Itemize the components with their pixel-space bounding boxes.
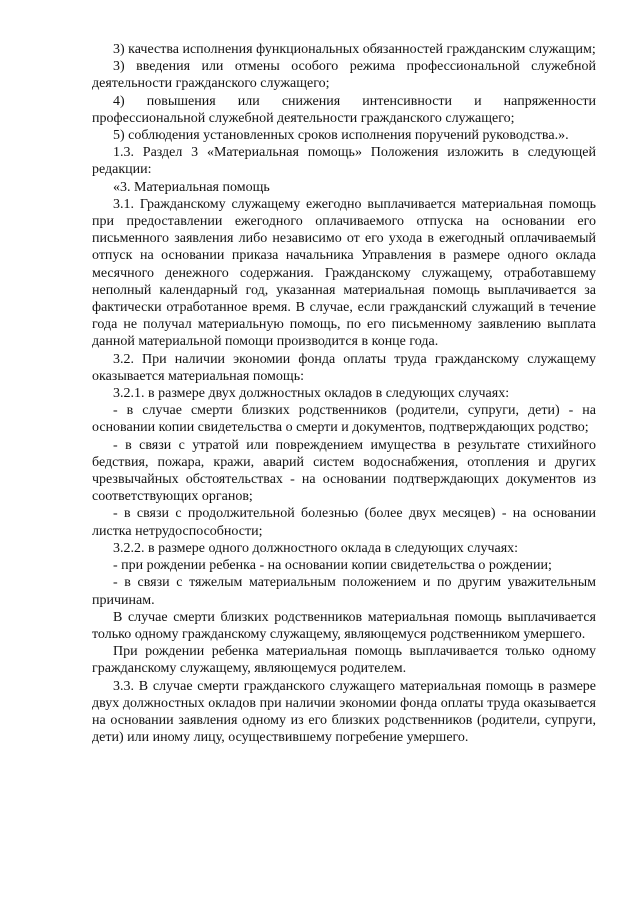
list-item-birth: - при рождении ребенка - на основании копии свидетельства о рождении; (113, 558, 552, 574)
document-page (92, 41, 596, 746)
list-item-hardship: - в связи с тяжелым материальным положением и по другим уважительным причинам. (92, 575, 596, 608)
paragraph-5: 1.3. Раздел 3 «Материальная помощь» Положения изложить в следующей редакции: (92, 145, 596, 178)
list-item-death: - в случае смерти близких родственников (родители, супруги, дети) - на основании копии свидетельства о смерти и документов, подтверждающих родство; (92, 403, 596, 436)
list-item-property: - в связи с утратой или повреждением имущества в результате стихийного бедствия, пожара, кражи, аварий систем водоснабжения, отопления и других чрезвычайных обстоятельствах - на основании подтверждающих документов из соответствующих органов; (92, 437, 596, 505)
paragraph-death-note: В случае смерти близких родственников материальная помощь выплачивается только одному гражданскому служащему, являющемуся родственником умершего. (92, 609, 596, 642)
list-item-illness: - в связи с продолжительной болезнью (более двух месяцев) - на основании листка нетрудоспособности; (92, 506, 596, 539)
paragraph-3-3: 3.3. В случае смерти гражданского служащего материальная помощь в размере двух должностных окладов при наличии экономии фонда оплаты труда оказывается на основании заявления одному из его близких родственников (родители, супруги, дети) или иному лицу, осуществившему погребение умершего. (92, 678, 596, 746)
paragraph-3: 4) повышения или снижения интенсивности и напряженности профессиональной служебной деятельности гражданского служащего; (92, 93, 596, 126)
paragraph-3-2-1: 3.2.1. в размере двух должностных окладов в следующих случаях: (113, 386, 510, 402)
section-heading: «3. Материальная помощь (113, 179, 270, 195)
paragraph-3-2: 3.2. При наличии экономии фонда оплаты труда гражданскому служащему оказывается материальная помощь: (92, 351, 596, 384)
paragraph-4: 5) соблюдения установленных сроков исполнения поручений руководства.». (113, 128, 569, 144)
paragraph-birth-note: При рождении ребенка материальная помощь выплачивается только одному гражданскому служащему, являющемуся родителем. (92, 644, 596, 677)
paragraph-1: 3) качества исполнения функциональных обязанностей гражданским служащим; (113, 42, 596, 57)
paragraph-3-2-2: 3.2.2. в размере одного должностного оклада в следующих случаях: (113, 540, 519, 556)
paragraph-3-1: 3.1. Гражданскому служащему ежегодно выплачивается материальная помощь при предоставлении ежегодного оплачиваемого отпуска на основании его письменного заявления либо независимо от его ухода в ежегодный оплачиваемый отпуск на основании приказа начальника Управления в размере одного оклада месячного денежного содержания. Гражданскому служащему, отработавшему неполный календарный год, указанная материальная помощь выплачивается за фактически отработанное время. В случае, если гражданский служащий в течение года не получал материальную помощь, по его письменному заявлению выплата данной материальной помощи производится в конце года. (92, 196, 596, 350)
paragraph-2: 3) введения или отмены особого режима профессиональной служебной деятельности гражданского служащего; (92, 59, 596, 92)
